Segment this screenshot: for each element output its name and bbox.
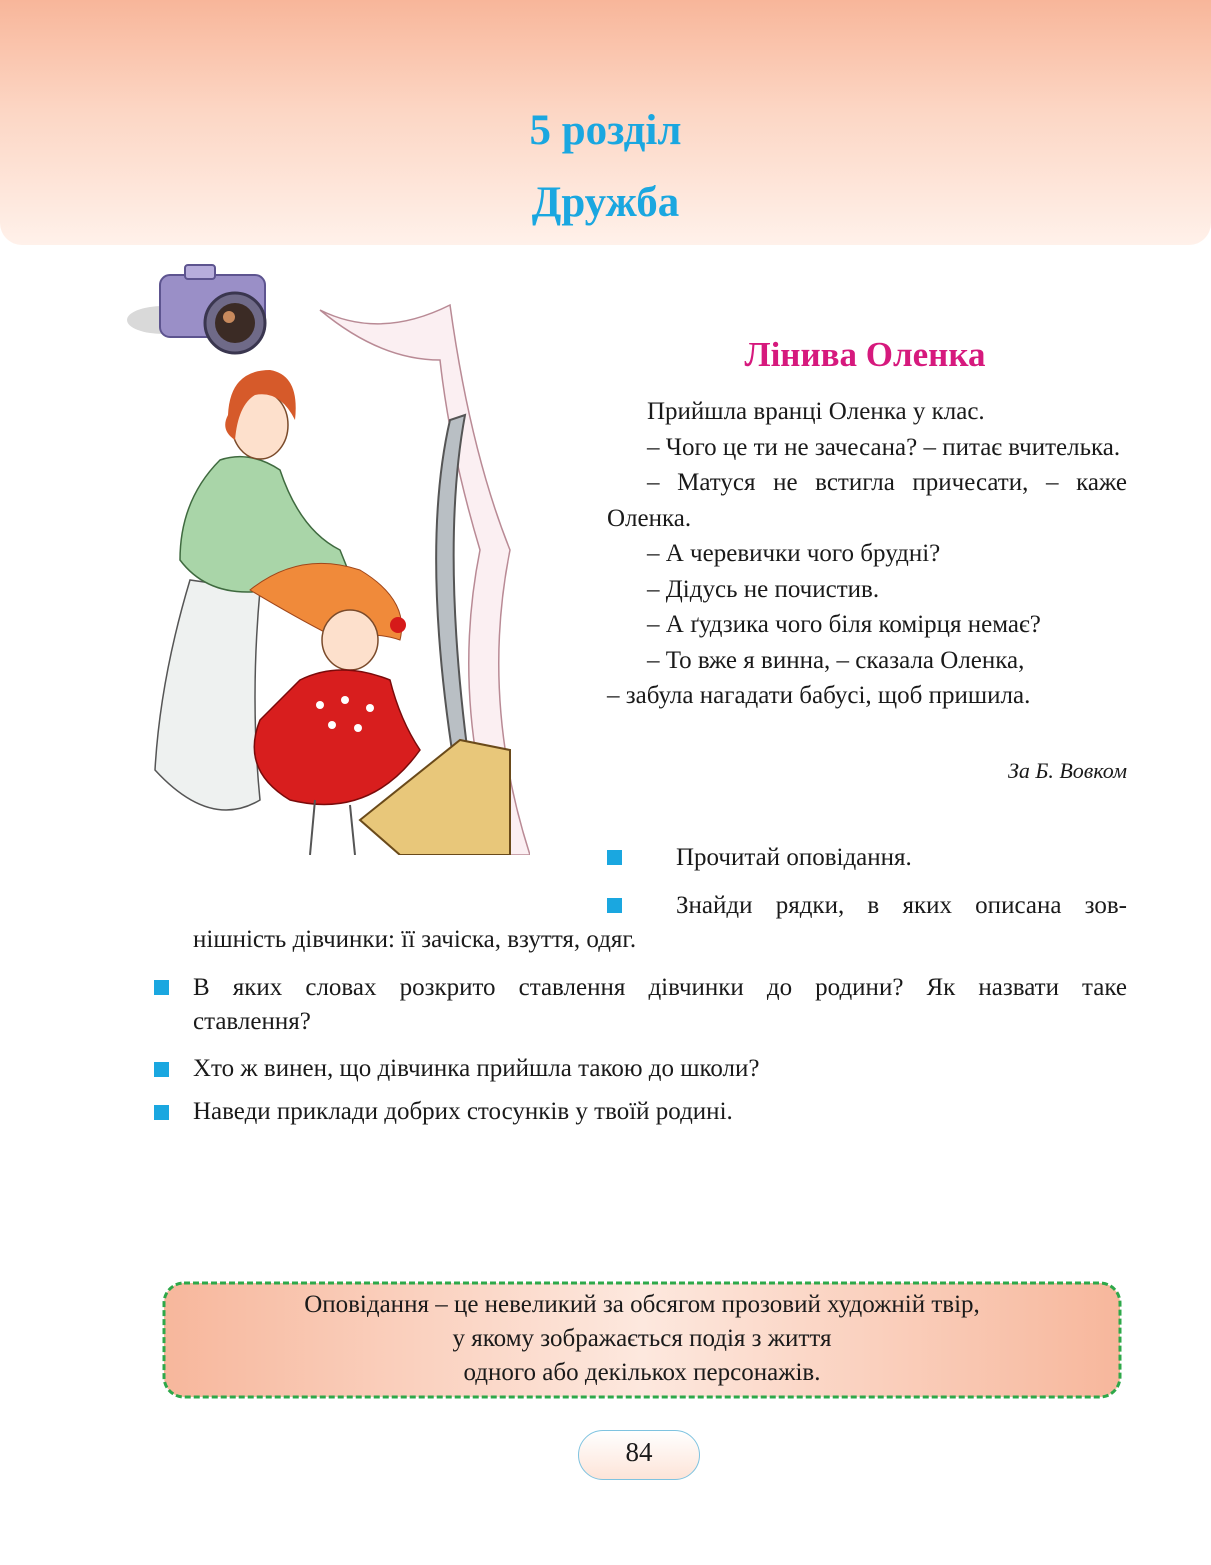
bullet-square-icon — [607, 850, 622, 865]
question-item-line: нішність дівчинки: її зачіска, взуття, одяг. — [193, 926, 637, 953]
story-line: – забула нагадати бабусі, щоб пришила. — [607, 682, 1031, 709]
question-item: Наведи приклади добрих стосунків у твоїй родині. — [193, 1098, 733, 1125]
definition-text — [158, 1288, 1126, 1390]
definition-line: Оповідання – це невеликий за обсягом прозовий художній твір, — [304, 1291, 980, 1318]
story-title: Лінива Оленка — [744, 335, 986, 374]
story-text — [607, 394, 1127, 714]
page-number: 84 — [625, 1437, 653, 1467]
chapter-number: 5 розділ — [529, 107, 682, 154]
question-item: Прочитай оповідання. — [676, 844, 912, 871]
story-line: Прийшла вранці Оленка у клас. — [647, 398, 985, 425]
story-line: – Матуся не встигла причесати, – каже Оленка. — [607, 469, 1127, 532]
question-item: Хто ж винен, що дівчинка прийшла такою до школи? — [193, 1055, 760, 1082]
story-line: – А черевички чого брудні? — [647, 540, 941, 567]
story-line: – Дідусь не почистив. — [647, 575, 880, 603]
bullet-square-icon — [154, 1062, 169, 1077]
mother-and-girl-illustration — [150, 300, 530, 855]
bullet-square-icon — [607, 898, 622, 913]
chapter-title: Дружба — [531, 179, 680, 226]
story-line: – Чого це ти не зачесана? – питає вчителька. — [647, 433, 1121, 461]
definition-line: одного або декількох персонажів. — [463, 1359, 821, 1386]
question-item-line: Знайди рядки, в яких описана зов- — [676, 892, 1127, 919]
bullet-square-icon — [154, 980, 169, 995]
definition-line: у якому зображається подія з життя — [452, 1325, 832, 1352]
question-item-line: В яких словах розкрито ставлення дівчинки до родини? Як назвати таке — [193, 974, 1127, 1001]
question-item-line: ставлення? — [193, 1008, 311, 1035]
bullet-square-icon — [154, 1105, 169, 1120]
story-line: – А ґудзика чого біля комірця немає? — [647, 611, 1041, 638]
story-author: За Б. Вовком — [1007, 758, 1127, 783]
story-line: – То вже я винна, – сказала Оленка, — [647, 646, 1025, 674]
